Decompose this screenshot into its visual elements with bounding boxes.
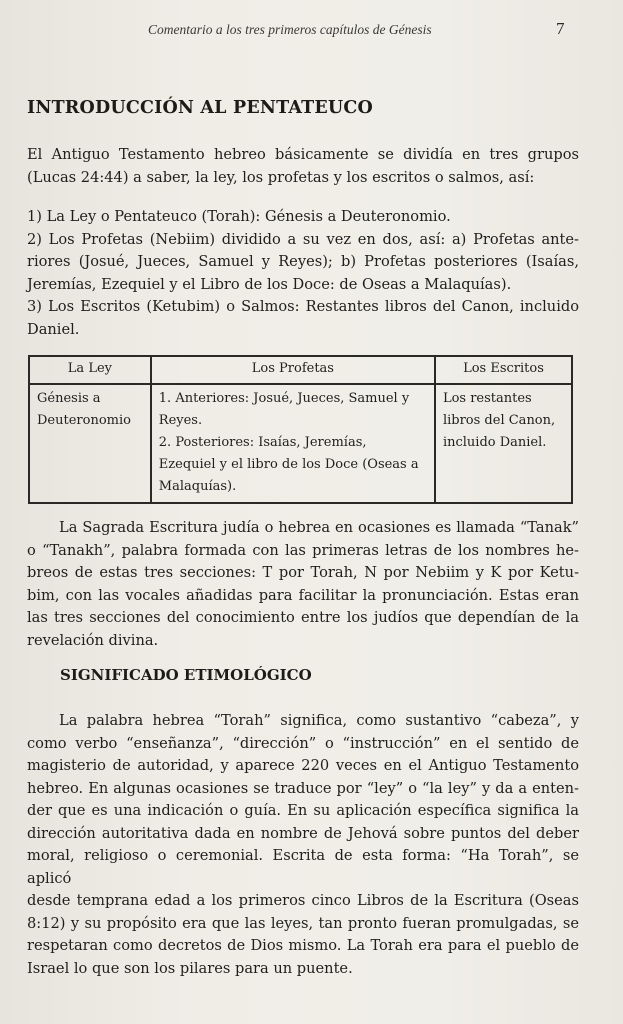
cell-text: Deuteronomio bbox=[37, 413, 131, 428]
text-line: La Sagrada Escritura judía o hebrea en ocasiones es llamada “Tanak” bbox=[59, 519, 579, 536]
cell-profetas bbox=[151, 384, 435, 503]
cell-text: libros del Canon, bbox=[442, 413, 556, 428]
cell-text: incluido Daniel. bbox=[442, 435, 547, 450]
list-item: riores (Josué, Jueces, Samuel y Reyes); b) Profetas posteriores (Isaías, bbox=[27, 253, 579, 270]
text-line: revelación divina. bbox=[27, 631, 159, 649]
text-line: El Antiguo Testamento hebreo básicamente se dividía en tres grupos bbox=[27, 146, 579, 163]
cell-escritos bbox=[435, 384, 572, 503]
column-header-ley: La Ley bbox=[29, 356, 151, 384]
column-header-profetas: Los Profetas bbox=[151, 356, 435, 384]
column-header-escritos: Los Escritos bbox=[435, 356, 572, 384]
cell-text: Reyes. bbox=[158, 413, 203, 428]
text-line: como verbo “enseñanza”, “dirección” o “instrucción” en el sentido de bbox=[27, 734, 579, 752]
text-line: bim, con las vocales añadidas para facilitar la pronunciación. Estas eran bbox=[27, 586, 579, 604]
section-heading-etimologico: SIGNIFICADO ETIMOLÓGICO bbox=[60, 666, 312, 684]
torah-paragraph bbox=[27, 710, 579, 980]
text-line: (Lucas 24:44) a saber, la ley, los profetas y los escritos o salmos, así: bbox=[27, 168, 535, 186]
text-line: respetaran como decretos de Dios mismo. La Torah era para el pueblo de bbox=[27, 937, 579, 954]
text-line: dirección autoritativa dada en nombre de Jehová sobre puntos del deber bbox=[27, 824, 579, 842]
cell-text: Génesis a bbox=[37, 391, 101, 406]
list-item: Daniel. bbox=[27, 320, 80, 338]
tanak-paragraph bbox=[27, 517, 579, 652]
cell-text: Malaquías). bbox=[158, 479, 237, 494]
text-line: magisterio de autoridad, y aparece 220 veces en el Antiguo Testamento bbox=[27, 757, 579, 774]
canon-divisions-table bbox=[28, 355, 573, 504]
text-line: 8:12) y su propósito era que las leyes, tan pronto fueran promulgadas, se bbox=[27, 914, 579, 932]
text-line: breos de estas tres secciones: T por Torah, N por Nebiim y K por Ketu- bbox=[27, 564, 579, 581]
section-heading-introduccion: INTRODUCCIÓN AL PENTATEUCO bbox=[27, 98, 373, 118]
text-line: desde temprana edad a los primeros cinco Libros de la Escritura (Oseas bbox=[27, 892, 579, 909]
table-row bbox=[29, 384, 572, 503]
list-item: Jeremías, Ezequiel y el Libro de los Doce: de Oseas a Malaquías). bbox=[27, 275, 512, 293]
text-line: o “Tanakh”, palabra formada con las primeras letras de los nombres he- bbox=[27, 541, 579, 559]
cell-text: Los restantes bbox=[442, 391, 532, 406]
text-line: Israel lo que son los pilares para un puente. bbox=[27, 959, 353, 977]
running-title: Comentario a los tres primeros capítulos de Génesis bbox=[148, 22, 432, 37]
page-number: 7 bbox=[556, 19, 565, 38]
list-item: 1) La Ley o Pentateuco (Torah): Génesis a Deuteronomio. bbox=[27, 208, 451, 225]
intro-paragraph bbox=[27, 144, 579, 189]
cell-ley bbox=[29, 384, 151, 503]
cell-text: 2. Posteriores: Isaías, Jeremías, bbox=[158, 435, 367, 450]
cell-text: 1. Anteriores: Josué, Jueces, Samuel y bbox=[158, 391, 410, 406]
table-header-row bbox=[29, 356, 572, 384]
text-line: hebreo. En algunas ocasiones se traduce por “ley” o “la ley” y da a enten- bbox=[27, 779, 579, 797]
text-line: moral, religioso o ceremonial. Escrita de esta forma: “Ha Torah”, se aplicó bbox=[27, 847, 579, 887]
text-line: der que es una indicación o guía. En su aplicación específica significa la bbox=[27, 802, 579, 819]
divisions-list bbox=[27, 206, 579, 341]
cell-text: Ezequiel y el libro de los Doce (Oseas a bbox=[158, 457, 419, 472]
list-item: 2) Los Profetas (Nebiim) dividido a su vez en dos, así: a) Profetas ante- bbox=[27, 230, 579, 248]
list-item: 3) Los Escritos (Ketubim) o Salmos: Restantes libros del Canon, incluido bbox=[27, 298, 579, 315]
text-line: La palabra hebrea “Torah” significa, como sustantivo “cabeza”, y bbox=[59, 712, 579, 729]
text-line: las tres secciones del conocimiento entre los judíos que dependían de la bbox=[27, 609, 579, 626]
